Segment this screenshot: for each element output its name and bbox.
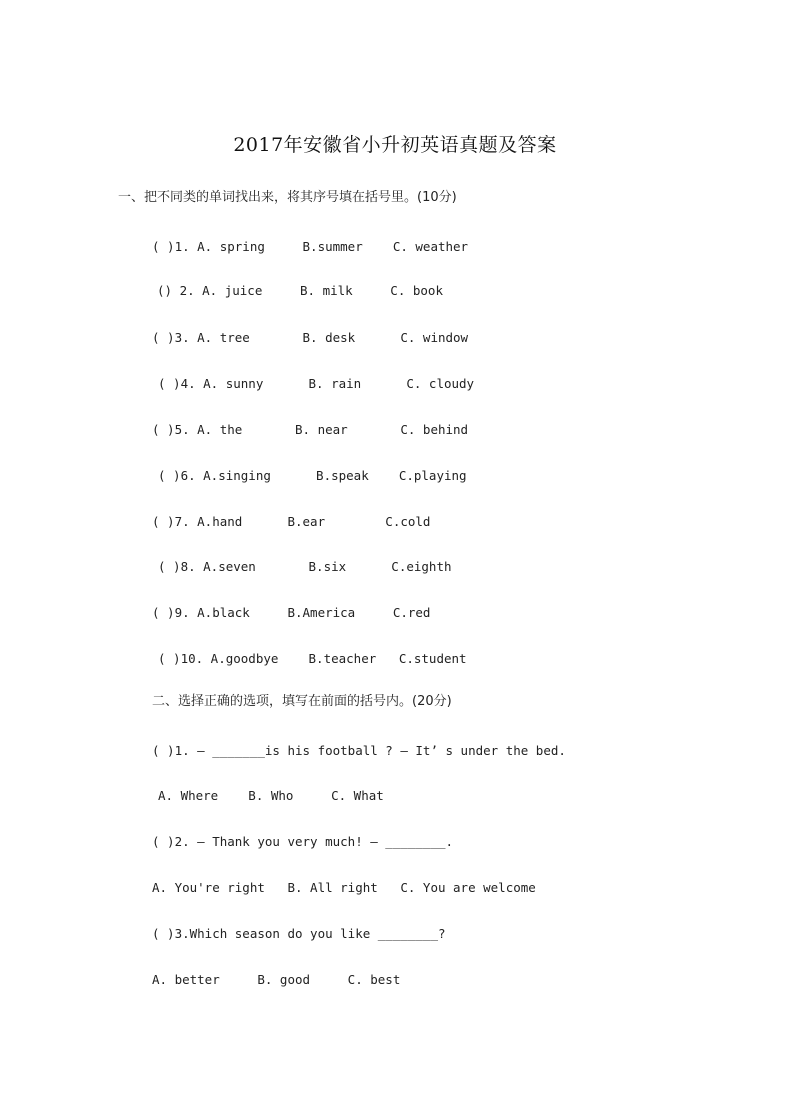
- question-item: ( )5. A. the B. near C. behind: [152, 422, 469, 437]
- question-text: ( )1. — _______is his football ? — It’ s under the bed.: [152, 743, 566, 758]
- question-item: ( )3. A. tree B. desk C. window: [152, 330, 469, 345]
- question-item: ( )4. A. sunny B. rain C. cloudy: [158, 376, 475, 391]
- question-options: A. You're right B. All right C. You are welcome: [152, 880, 536, 895]
- page-title: 2017年安徽省小升初英语真题及答案: [233, 134, 557, 156]
- section-2-heading: 二、选择正确的选项，填写在前面的括号内。(20分): [152, 694, 452, 709]
- question-options: A. Where B. Who C. What: [158, 788, 384, 803]
- question-item: ( )9. A.black B.America C.red: [152, 605, 431, 620]
- question-options: A. better B. good C. best: [152, 972, 401, 987]
- section-1-heading: 一、把不同类的单词找出来，将其序号填在括号里。(10分): [118, 190, 457, 205]
- question-text: ( )2. — Thank you very much! — ________.: [152, 834, 454, 849]
- question-item: ( )10. A.goodbye B.teacher C.student: [158, 651, 467, 666]
- question-item: ( )8. A.seven B.six C.eighth: [158, 559, 452, 574]
- question-item: ( )1. A. spring B.summer C. weather: [152, 239, 469, 254]
- question-item: ( )6. A.singing B.speak C.playing: [158, 468, 467, 483]
- question-item: () 2. A. juice B. milk C. book: [157, 283, 443, 298]
- question-text: ( )3.Which season do you like ________?: [152, 926, 446, 941]
- question-item: ( )7. A.hand B.ear C.cold: [152, 514, 431, 529]
